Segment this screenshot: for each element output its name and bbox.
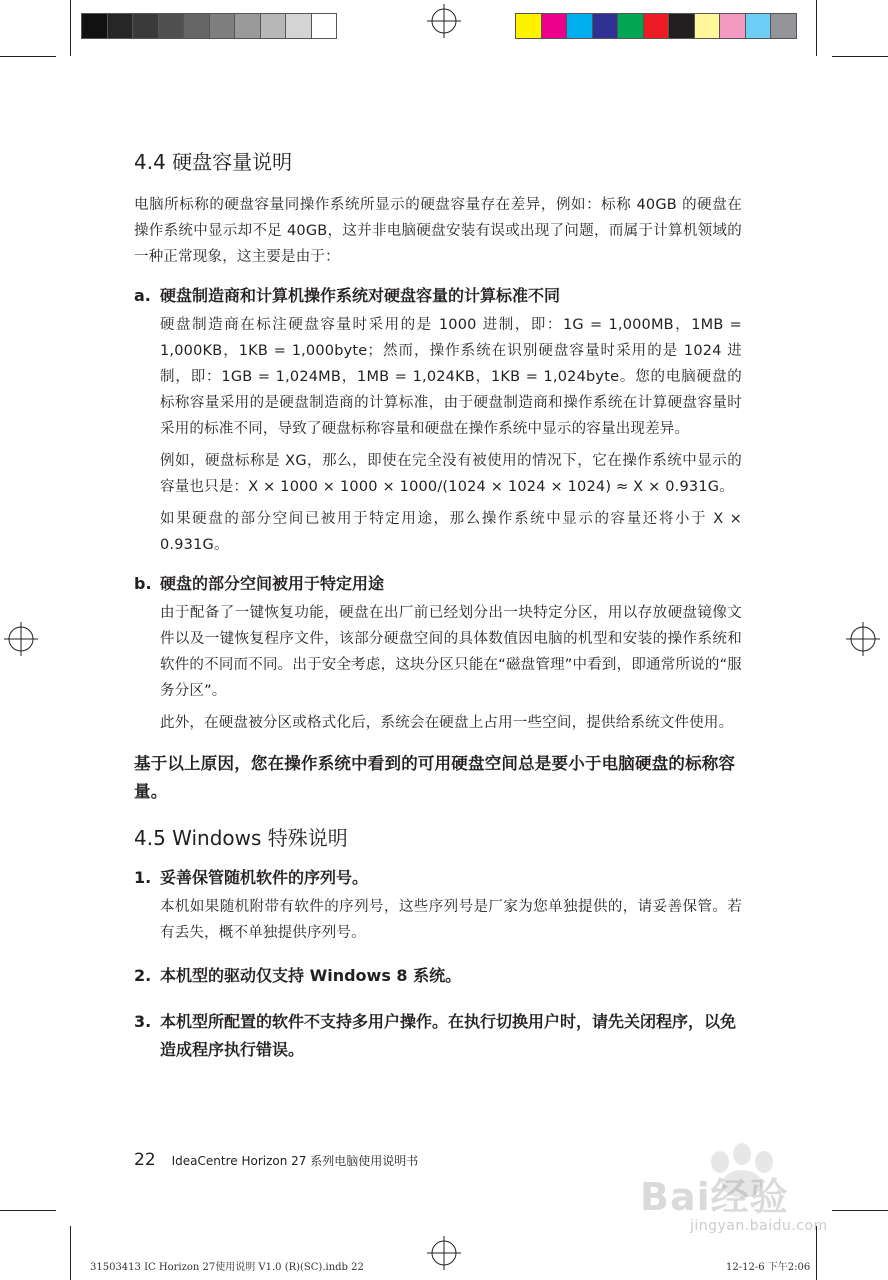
crop-mark [816,0,817,56]
crop-mark [70,1226,71,1280]
calibration-swatch [260,13,287,39]
crop-mark [0,56,56,57]
section-4-5-title: 4.5 Windows 特殊说明 [134,826,348,850]
calibration-swatch [183,13,210,39]
subsection-a-example: 例如，硬盘标称是 XG，那么，即使在完全没有被使用的情况下，它在操作系统中显示的容量也只是：X × 1000 × 1000 × 1000/(1024 × 1024 × 1024) ≈ X × 0.931G。 [160,453,742,495]
calibration-swatch [81,13,108,39]
registration-mark-top-icon [427,4,461,38]
calibration-swatch [745,13,772,39]
calibration-swatch [566,13,593,39]
page-number: 22 [134,1150,156,1170]
crop-mark [832,56,888,57]
subsection-b-note: 此外，在硬盘被分区或格式化后，系统会在硬盘上占用一些空间，提供给系统文件使用。 [160,715,734,731]
section-4-4-intro: 电脑所标称的硬盘容量同操作系统所显示的硬盘容量存在差异，例如：标称 40GB 的硬盘在操作系统中显示却不足 40GB，这并非电脑硬盘安装有误或出现了问题，而属于计算机领域的一种正常现象，这主要是由于： [134,197,742,265]
calibration-swatch [107,13,134,39]
subsection-b-index: b. [134,574,152,593]
subsection-a-heading [134,282,742,310]
calibration-swatch [132,13,159,39]
windows-item-2-heading [134,962,742,990]
calibration-swatch [694,13,721,39]
color-calibration-bar [515,13,796,41]
calibration-swatch [719,13,746,39]
calibration-swatch [234,13,261,39]
registration-mark-left-icon [4,622,38,656]
page-footer [134,1150,418,1170]
crop-mark [0,1210,56,1211]
windows-item-3-heading [134,1008,742,1064]
subsection-b-heading [134,570,742,598]
subsection-a-heading-text: 硬盘制造商和计算机操作系统对硬盘容量的计算标准不同 [160,286,561,305]
calibration-swatch [770,13,797,39]
section-4-4-title: 4.4 硬盘容量说明 [134,150,293,174]
calibration-swatch [311,13,338,39]
subsection-b-paragraph: 由于配备了一键恢复功能，硬盘在出厂前已经划分出一块特定分区，用以存放硬盘镜像文件以及一键恢复程序文件，该部分硬盘空间的具体数值因电脑的机型和安装的操作系统和软件的不同而不同。出于安全考虑，这块分区只能在“磁盘管理”中看到，即通常所说的“服务分区”。 [160,605,742,699]
book-title: IdeaCentre Horizon 27 系列电脑使用说明书 [171,1154,419,1168]
windows-item-2-heading-text: 本机型的驱动仅支持 Windows 8 系统。 [160,966,462,985]
calibration-swatch [158,13,185,39]
slug-timestamp: 12-12-6 下午2:06 [726,1262,811,1273]
subsection-a-paragraph: 硬盘制造商在标注硬盘容量时采用的是 1000 进制，即：1G = 1,000MB，1MB = 1,000KB，1KB = 1,000byte；然而，操作系统在识别硬盘容量时采用的是 1024 进制，即：1GB = 1,024MB，1MB = 1,024KB，1KB = 1,024byte。您的电脑硬盘的标称容量采用的是硬盘制造商的计算标准，由于硬盘制造商和操作系统在计算硬盘容量时采用的标准不同，导致了硬盘标称容量和硬盘在操作系统中显示的容量出现差异。 [160,317,742,437]
windows-item-3-index: 3. [134,1012,152,1031]
calibration-swatch [592,13,619,39]
calibration-swatch [209,13,236,39]
calibration-swatch [668,13,695,39]
calibration-swatch [541,13,568,39]
registration-mark-bottom-icon [427,1236,461,1270]
windows-item-2-index: 2. [134,966,152,985]
subsection-a-note: 如果硬盘的部分空间已被用于特定用途，那么操作系统中显示的容量还将小于 X × 0.931G。 [160,511,742,553]
calibration-swatch [617,13,644,39]
subsection-b-heading-text: 硬盘的部分空间被用于特定用途 [160,574,385,593]
watermark-brand: Bai经验 [640,1175,789,1219]
slug-file-info: 31503413 IC Horizon 27使用说明 V1.0 (R)(SC).indb 22 [90,1262,364,1273]
grayscale-calibration-bar [81,13,336,41]
watermark-url: jingyan.baidu.com [690,1218,828,1234]
windows-item-1-body: 本机如果随机附带有软件的序列号，这些序列号是厂家为您单独提供的，请妥善保管。若有丢失，概不单独提供序列号。 [160,899,742,941]
windows-item-1-heading [134,864,742,892]
windows-item-1-heading-text: 妥善保管随机软件的序列号。 [160,868,369,887]
registration-mark-right-icon [846,622,880,656]
calibration-swatch [515,13,542,39]
section-4-4-conclusion: 基于以上原因，您在操作系统中看到的可用硬盘空间总是要小于电脑硬盘的标称容量。 [134,754,736,801]
calibration-swatch [285,13,312,39]
calibration-swatch [643,13,670,39]
windows-item-1-index: 1. [134,868,152,887]
crop-mark [70,0,71,56]
windows-item-3-heading-text: 本机型所配置的软件不支持多用户操作。在执行切换用户时，请先关闭程序，以免造成程序执行错误。 [160,1012,737,1059]
subsection-a-index: a. [134,286,151,305]
page-content [134,148,742,1064]
